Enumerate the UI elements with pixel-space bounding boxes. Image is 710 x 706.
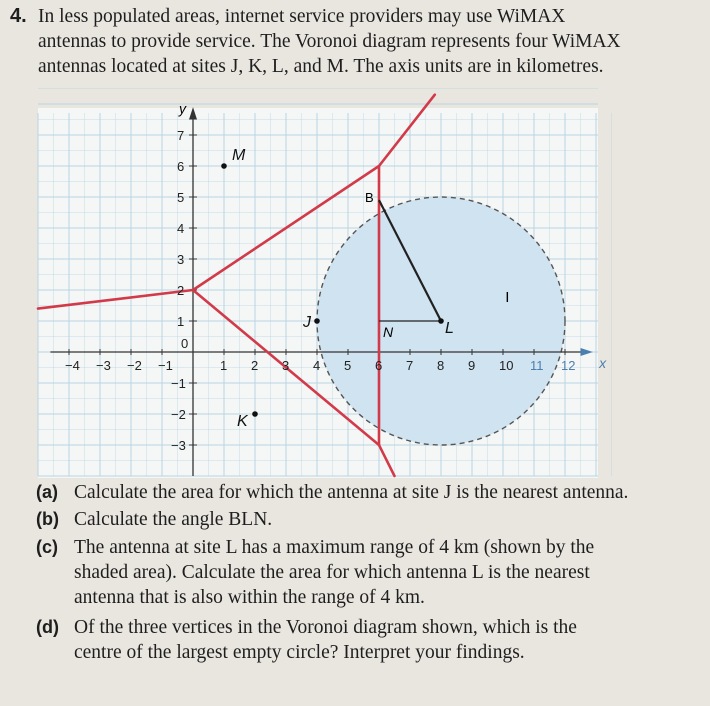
x-axis-label: x xyxy=(599,355,607,371)
y-tick-label: −3 xyxy=(171,438,186,453)
part-c xyxy=(36,535,708,610)
x-tick-label: 12 xyxy=(561,358,576,373)
x-tick-label: 6 xyxy=(375,358,383,373)
voronoi-diagram xyxy=(38,100,607,478)
y-tick-label: 3 xyxy=(177,252,185,267)
part-b xyxy=(36,507,708,532)
y-tick-label: 4 xyxy=(177,221,185,236)
x-tick-label: 2 xyxy=(251,358,259,373)
part-c-line-1: The antenna at site L has a maximum range of 4 km (shown by the xyxy=(74,537,595,558)
x-tick-label: 7 xyxy=(406,358,414,373)
site-j-label: J xyxy=(303,314,311,331)
question-line-2: antennas to provide service. The Voronoi diagram represents four WiMAX xyxy=(38,31,621,52)
point-label-B: B xyxy=(365,190,374,206)
site-k-point xyxy=(252,411,258,417)
part-d xyxy=(36,615,708,665)
x-tick-label: 11 xyxy=(530,358,544,373)
x-tick-label: 0 xyxy=(181,336,189,351)
part-b-text: Calculate the angle BLN. xyxy=(74,509,273,530)
site-l-point xyxy=(438,318,444,324)
question-line-1: 4. In less populated areas, internet service providers may use WiMAX xyxy=(10,5,566,27)
x-tick-label: 9 xyxy=(468,358,476,373)
question-parts xyxy=(36,480,708,665)
point-label-N: N xyxy=(383,324,394,340)
y-tick-label: 5 xyxy=(177,190,185,205)
site-m-point xyxy=(221,163,227,169)
part-a-text: Calculate the area for which the antenna at site J is the nearest antenna. xyxy=(74,482,629,503)
site-l-label: L xyxy=(445,320,454,337)
part-c-line-2: shaded area). Calculate the area for which antenna L is the nearest xyxy=(74,562,590,583)
part-a xyxy=(36,480,708,505)
x-tick-label: −3 xyxy=(96,358,111,373)
part-d-line-2: centre of the largest empty circle? Interpret your findings. xyxy=(74,642,525,663)
x-tick-label: 1 xyxy=(220,358,228,373)
part-b-label: (b) xyxy=(36,509,59,529)
part-c-label: (c) xyxy=(36,537,58,557)
site-j-point xyxy=(314,318,320,324)
site-k-label: K xyxy=(237,413,248,430)
x-tick-label: 4 xyxy=(313,358,321,373)
x-tick-label: 3 xyxy=(282,358,290,373)
part-d-line-1: Of the three vertices in the Voronoi diagram shown, which is the xyxy=(74,617,577,638)
y-tick-label: 1 xyxy=(177,314,185,329)
question-line-3: antennas located at sites J, K, L, and M. The axis units are in kilometres. xyxy=(38,56,604,77)
y-tick-label: 6 xyxy=(177,159,185,174)
part-a-label: (a) xyxy=(36,482,58,502)
y-tick-label: −2 xyxy=(171,407,186,422)
x-tick-label: −2 xyxy=(127,358,142,373)
y-axis-label: y xyxy=(179,100,186,117)
site-m-label: M xyxy=(232,147,246,164)
part-c-line-3: antenna that is also within the range of 4 km. xyxy=(74,587,425,608)
part-d-label: (d) xyxy=(36,617,59,637)
point-label-I: I xyxy=(505,289,510,307)
question-number: 4. xyxy=(10,5,27,27)
question-stem xyxy=(10,4,705,79)
x-tick-label: −1 xyxy=(158,358,173,373)
x-tick-label: 10 xyxy=(499,358,514,373)
x-tick-label: 5 xyxy=(344,358,352,373)
y-tick-label: −1 xyxy=(171,376,186,391)
y-tick-label: 2 xyxy=(177,283,185,298)
x-tick-label: 8 xyxy=(437,358,445,373)
x-tick-label: −4 xyxy=(65,358,80,373)
y-tick-label: 7 xyxy=(177,128,185,143)
